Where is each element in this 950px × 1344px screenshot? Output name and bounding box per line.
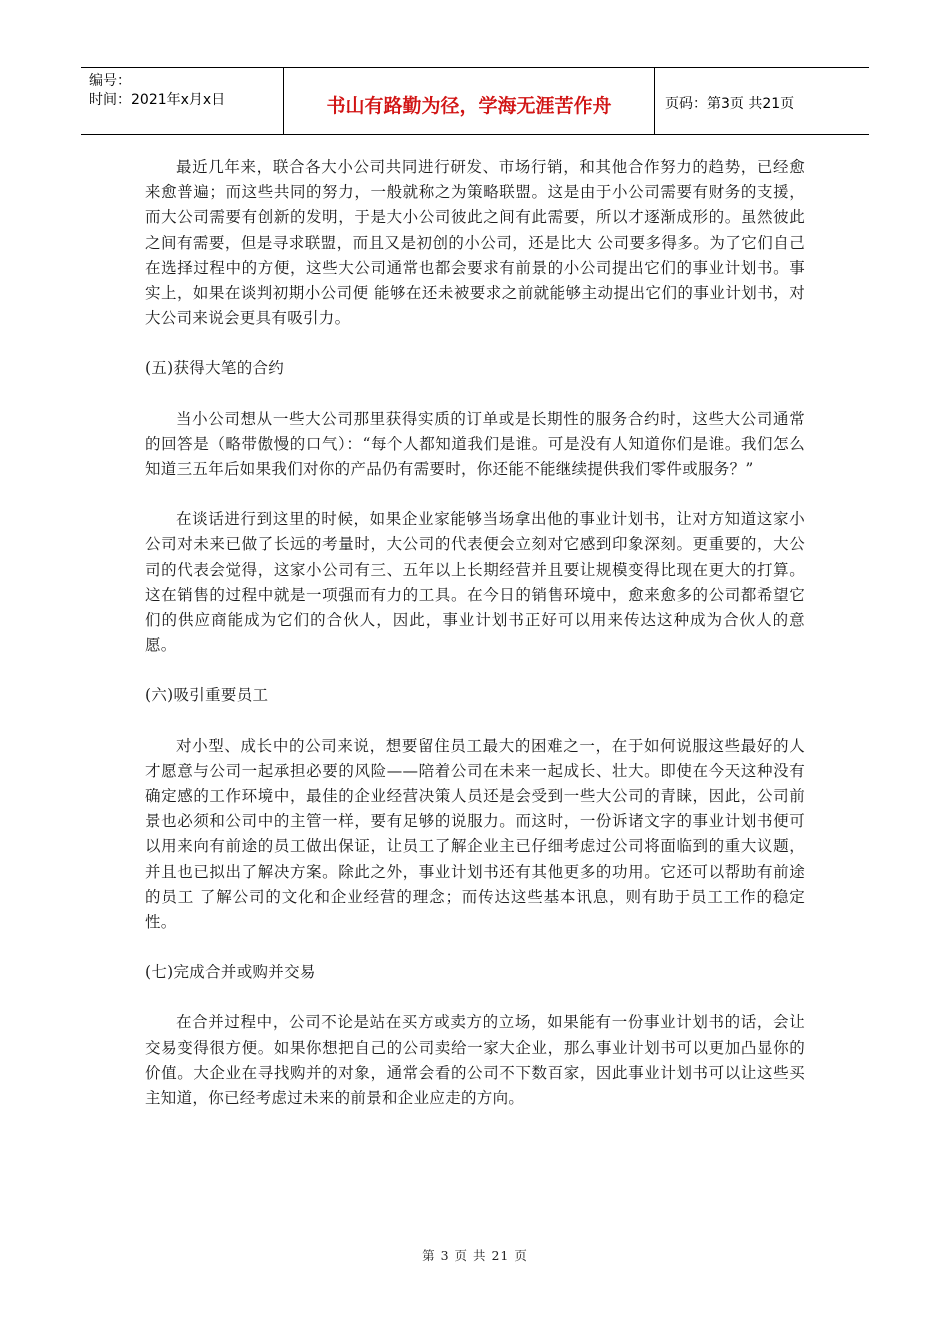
page-header xyxy=(81,67,869,135)
header-page-info: 页码：第3页 共21页 xyxy=(665,96,795,112)
paragraph: 当小公司想从一些大公司那里获得实质的订单或是长期性的服务合约时，这些大公司通常的回答是（略带傲慢的口气）：“每个人都知道我们是谁。可是没有人知道你们是谁。我们怎么知道三五年后如果我们对你的产品仍有需要时，你还能不能继续提供我们零件或服务？” xyxy=(145,409,805,479)
paragraph-spacer xyxy=(145,382,805,407)
number-label: 编号： xyxy=(89,73,131,89)
paragraph: 在合并过程中，公司不论是站在买方或卖方的立场，如果能有一份事业计划书的话，会让交易变得很方便。如果你想把自己的公司卖给一家大企业，那么事业计划书可以更加凸显你的价值。大企业在寻找购并的对象，通常会看的公司不下数百家，因此事业计划书可以让这些买主知道，你已经考虑过未来的前景和企业应走的方向。 xyxy=(145,1013,805,1108)
date-label: 时间：2021年x月x日 xyxy=(89,92,226,108)
paragraph-spacer xyxy=(145,935,805,960)
section-heading: (五)获得大笔的合约 xyxy=(145,359,285,378)
section-heading: (七)完成合并或购并交易 xyxy=(145,963,316,982)
page-footer: 第 3 页 共 21 页 xyxy=(422,1248,528,1263)
header-motto: 书山有路勤为径，学海无涯苦作舟 xyxy=(284,68,655,134)
paragraph-spacer xyxy=(145,985,805,1010)
paragraph: 在谈话进行到这里的时候，如果企业家能够当场拿出他的事业计划书，让对方知道这家小公司对未来已做了长远的考量时，大公司的代表便会立刻对它感到印象深刻。更重要的，大公司的代表会觉得，这家小公司有三、五年以上长期经营并且要让规模变得比现在更大的打算。这在销售的过程中就是一项强而有力的工具。在今日的销售环境中，愈来愈多的公司都希望它们的供应商能成为它们的合伙人，因此，事业计划书正好可以用来传达这种成为合伙人的意愿。 xyxy=(145,510,805,655)
header-meta xyxy=(81,68,284,134)
paragraph: 对小型、成长中的公司来说，想要留住员工最大的困难之一，在于如何说服这些最好的人才愿意与公司一起承担必要的风险——陪着公司在未来一起成长、壮大。即使在今天这种没有确定感的工作环境中，最佳的企业经营决策人员还是会受到一些大公司的青睐，因此，公司前景也必须和公司中的主管一样，要有足够的说服力。而这时，一份诉诸文字的事业计划书便可以用来向有前途的员工做出保证，让员工了解企业主已仔细考虑过公司将面临到的重大议题，并且也已拟出了解决方案。除此之外，事业计划书还有其他更多的功用。它还可以帮助有前途的员工 了解公司的文化和企业经营的理念；而传达这些基本讯息，则有助于员工工作的稳定性。 xyxy=(145,736,805,932)
paragraph-spacer xyxy=(145,331,805,356)
paragraph-spacer xyxy=(145,482,805,507)
section-heading: (六)吸引重要员工 xyxy=(145,686,269,705)
paragraph-spacer xyxy=(145,709,805,734)
paragraph-spacer xyxy=(145,658,805,683)
document-body xyxy=(145,155,805,1111)
paragraph: 最近几年来，联合各大小公司共同进行研发、市场行销，和其他合作努力的趋势，已经愈来愈普遍；而这些共同的努力，一般就称之为策略联盟。这是由于小公司需要有财务的支援，而大公司需要有创新的发明，于是大小公司彼此之间有此需要，所以才逐渐成形的。虽然彼此之间有需要，但是寻求联盟，而且又是初创的小公司，还是比大 公司要多得多。为了它们自己在选择过程中的方便，这些大公司通常也都会要求有前景的小公司提出它们的事业计划书。事实上，如果在谈判初期小公司便 能够在还未被要求之前就能够主动提出它们的事业计划书，对大公司来说会更具有吸引力。 xyxy=(145,158,805,328)
